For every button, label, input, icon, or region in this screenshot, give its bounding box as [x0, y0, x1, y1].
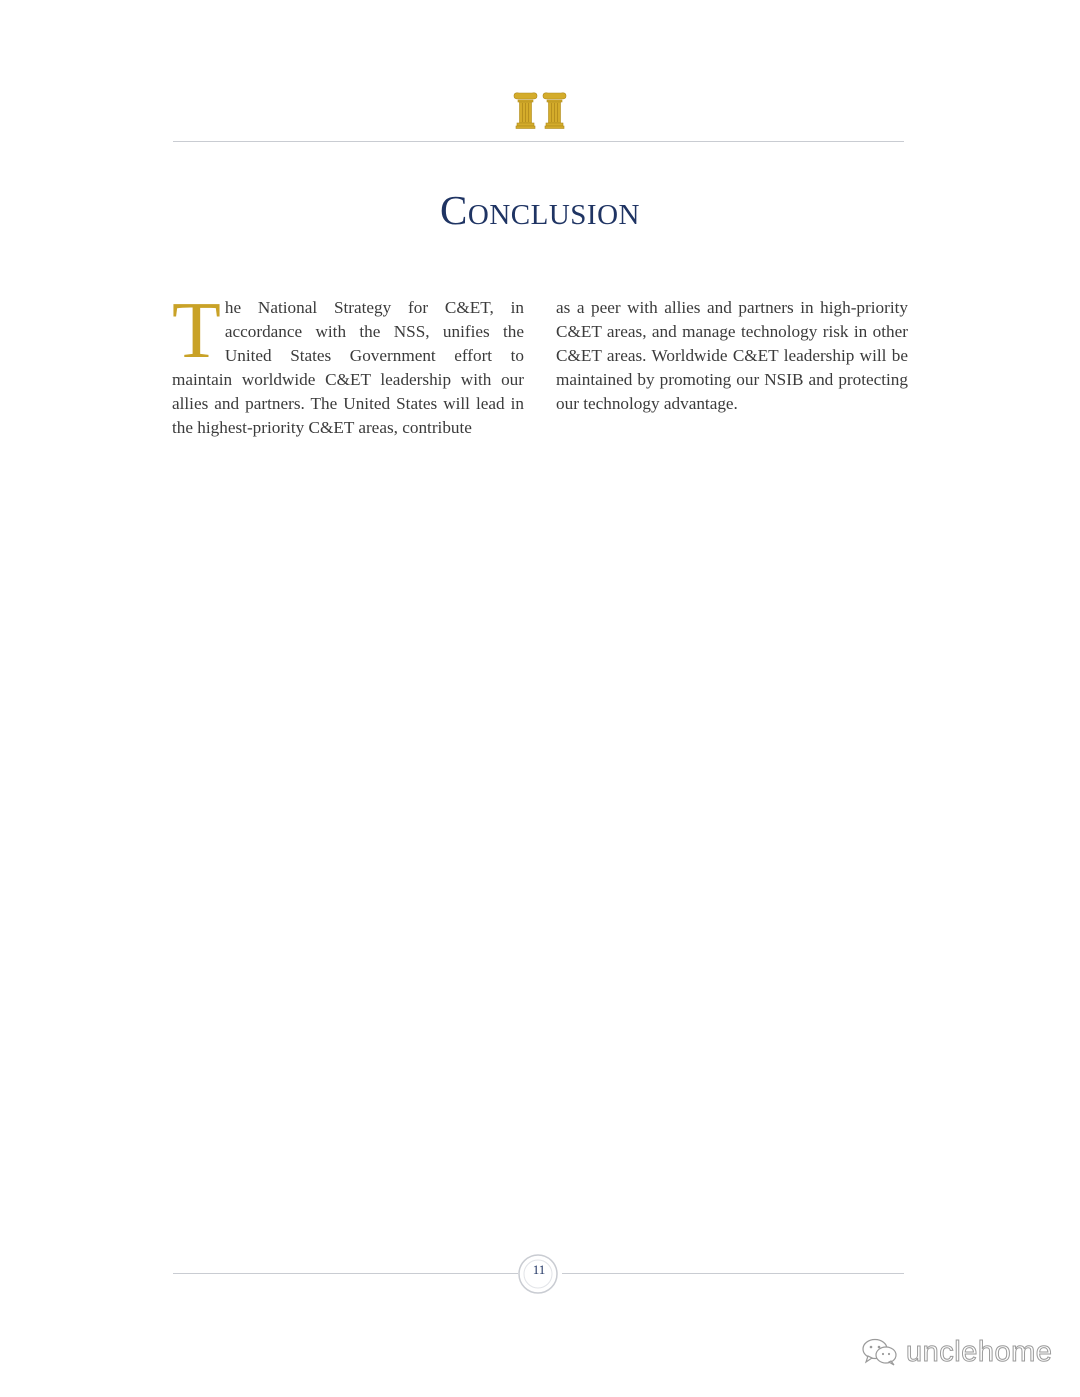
header-divider	[173, 141, 904, 142]
footer-divider-right	[562, 1273, 904, 1274]
right-column-text: as a peer with allies and partners in high-priority C&ET areas, and manage technology risk in other C&ET areas. Worldwide C&ET leadership will be maintained by promoting our NSIB and protecting our technology advantage.	[556, 298, 908, 413]
page-title: Conclusion	[440, 187, 640, 233]
left-column-text: he National Strategy for C&ET, in accordance with the NSS, unifies the United States Government effort to maintain worldwide C&ET leadership with our allies and partners. The United States will lead in the highest-priority C&ET areas, contribute	[172, 298, 524, 437]
footer-divider-left	[173, 1273, 518, 1274]
watermark	[860, 1334, 1052, 1370]
wechat-icon	[860, 1337, 900, 1367]
watermark-text: unclehome	[906, 1335, 1053, 1368]
body-column-left	[172, 287, 524, 440]
body-column-right	[556, 296, 908, 416]
page-number: 11	[532, 1262, 546, 1277]
columns-logo-icon	[512, 91, 568, 129]
drop-cap: T	[172, 287, 221, 375]
